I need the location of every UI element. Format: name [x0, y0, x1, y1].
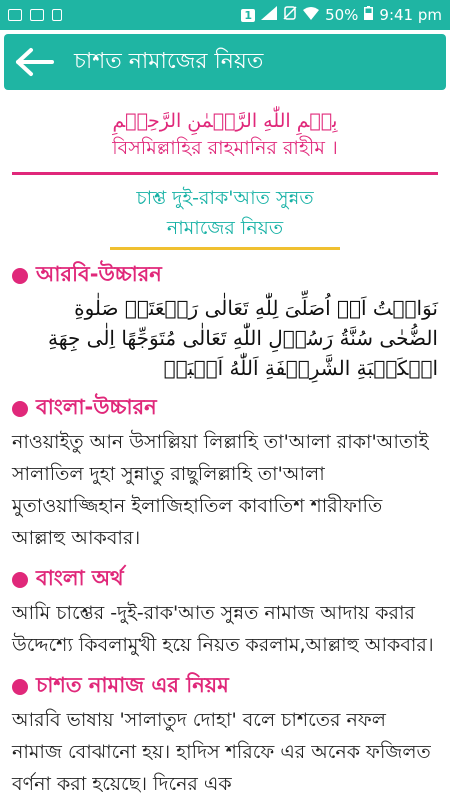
divider-gold [110, 247, 340, 250]
battery-icon [364, 6, 373, 24]
wifi-icon [303, 6, 319, 24]
section-heading-bangla-meaning [12, 562, 438, 597]
section-heading-label: বাংলা-উচ্চারন [36, 395, 157, 419]
content-scroll[interactable] [0, 100, 450, 800]
bismillah-arabic: بِسۡمِ اللّٰهِ الرَّحۡمٰنِ الرَّحِیۡمِ [112, 110, 338, 132]
bangla-meaning-text: আমি চাশ্তের -দুই-রাক'আত সুন্নত নামাজ আদায় করার উদ্দেশ্যে কিবলামুখী হয়ে নিয়ত করলাম,আল্লাহু আকবার। [12, 602, 434, 656]
clock: 9:41 pm [379, 6, 442, 24]
section-heading-label: চাশত নামাজ এর নিয়ম [36, 673, 229, 697]
bullet-dot-icon [12, 268, 28, 284]
section-heading-arabic-pronunciation [12, 258, 438, 293]
bangla-pronunciation-text: নাওয়াইতু আন উসাল্লিয়া লিল্লাহি তা'আলা রাকা'আতাই সালাতিল দুহা সুন্নাতু রাছুলিল্লাহি তা'আলা মুতাওয়াজ্জিহান ইলাজিহাতিল কাবাতিশ শারীফাতি আল্লাহু আকবার। [12, 431, 429, 549]
subtitle-line-1: চাশ্ত দুই-রাক'আত সুন্নত [136, 187, 314, 209]
back-button[interactable] [4, 34, 64, 90]
bullet-dot-icon [12, 401, 28, 417]
arabic-niyat-text: نَوَایۡتُ اَنۡ اُصَلِّیَ لِلّٰهِ تَعَالٰی رَکۡعَتَیۡ صَلٰوةِ الضُّحٰی سُنَّةُ رَسُوۡلِ اللّٰهِ تَعَالٰی مُتَوَجِّهًا اِلٰی جِهَةِ الۡکَعۡبَةِ الشَّرِیۡفَةِ اَللّٰهُ اَکۡبَرۡ [48, 296, 438, 380]
bismillah-bengali: বিসমিল্লাহির রাহমানির রাহীম । [112, 137, 338, 159]
battery-level: 50% [325, 6, 359, 24]
section-heading-label: বাংলা অর্থ [36, 566, 124, 590]
signal-icon [261, 6, 277, 24]
no-sim-icon [283, 6, 297, 24]
prayer-rules-text: আরবি ভাষায় 'সালাতুদ দোহা' বলে চাশতের নফল নামাজ বোঝানো হয়। হাদিস শরিফে এর অনেক ফজিলত বর্ণনা করা হয়েছে। দিনের এক [12, 709, 431, 795]
arrow-left-icon [14, 47, 54, 77]
bullet-dot-icon [12, 572, 28, 588]
sim-badge: 1 [241, 9, 255, 22]
section-heading-label: আরবি-উচ্চারন [36, 262, 162, 286]
page-title: চাশত নামাজের নিয়ত [74, 48, 264, 74]
gallery-icon [8, 9, 22, 21]
app-header [0, 30, 450, 94]
section-heading-bangla-pronunciation [12, 391, 438, 426]
status-bar [0, 0, 450, 30]
divider-pink [12, 172, 438, 175]
camera-icon [30, 9, 44, 21]
section-heading-prayer-rules [12, 669, 438, 704]
sim-card-icon [52, 9, 62, 21]
subtitle-line-2: নামাজের নিয়ত [166, 217, 284, 239]
bullet-dot-icon [12, 679, 28, 695]
header-bar [4, 34, 446, 90]
